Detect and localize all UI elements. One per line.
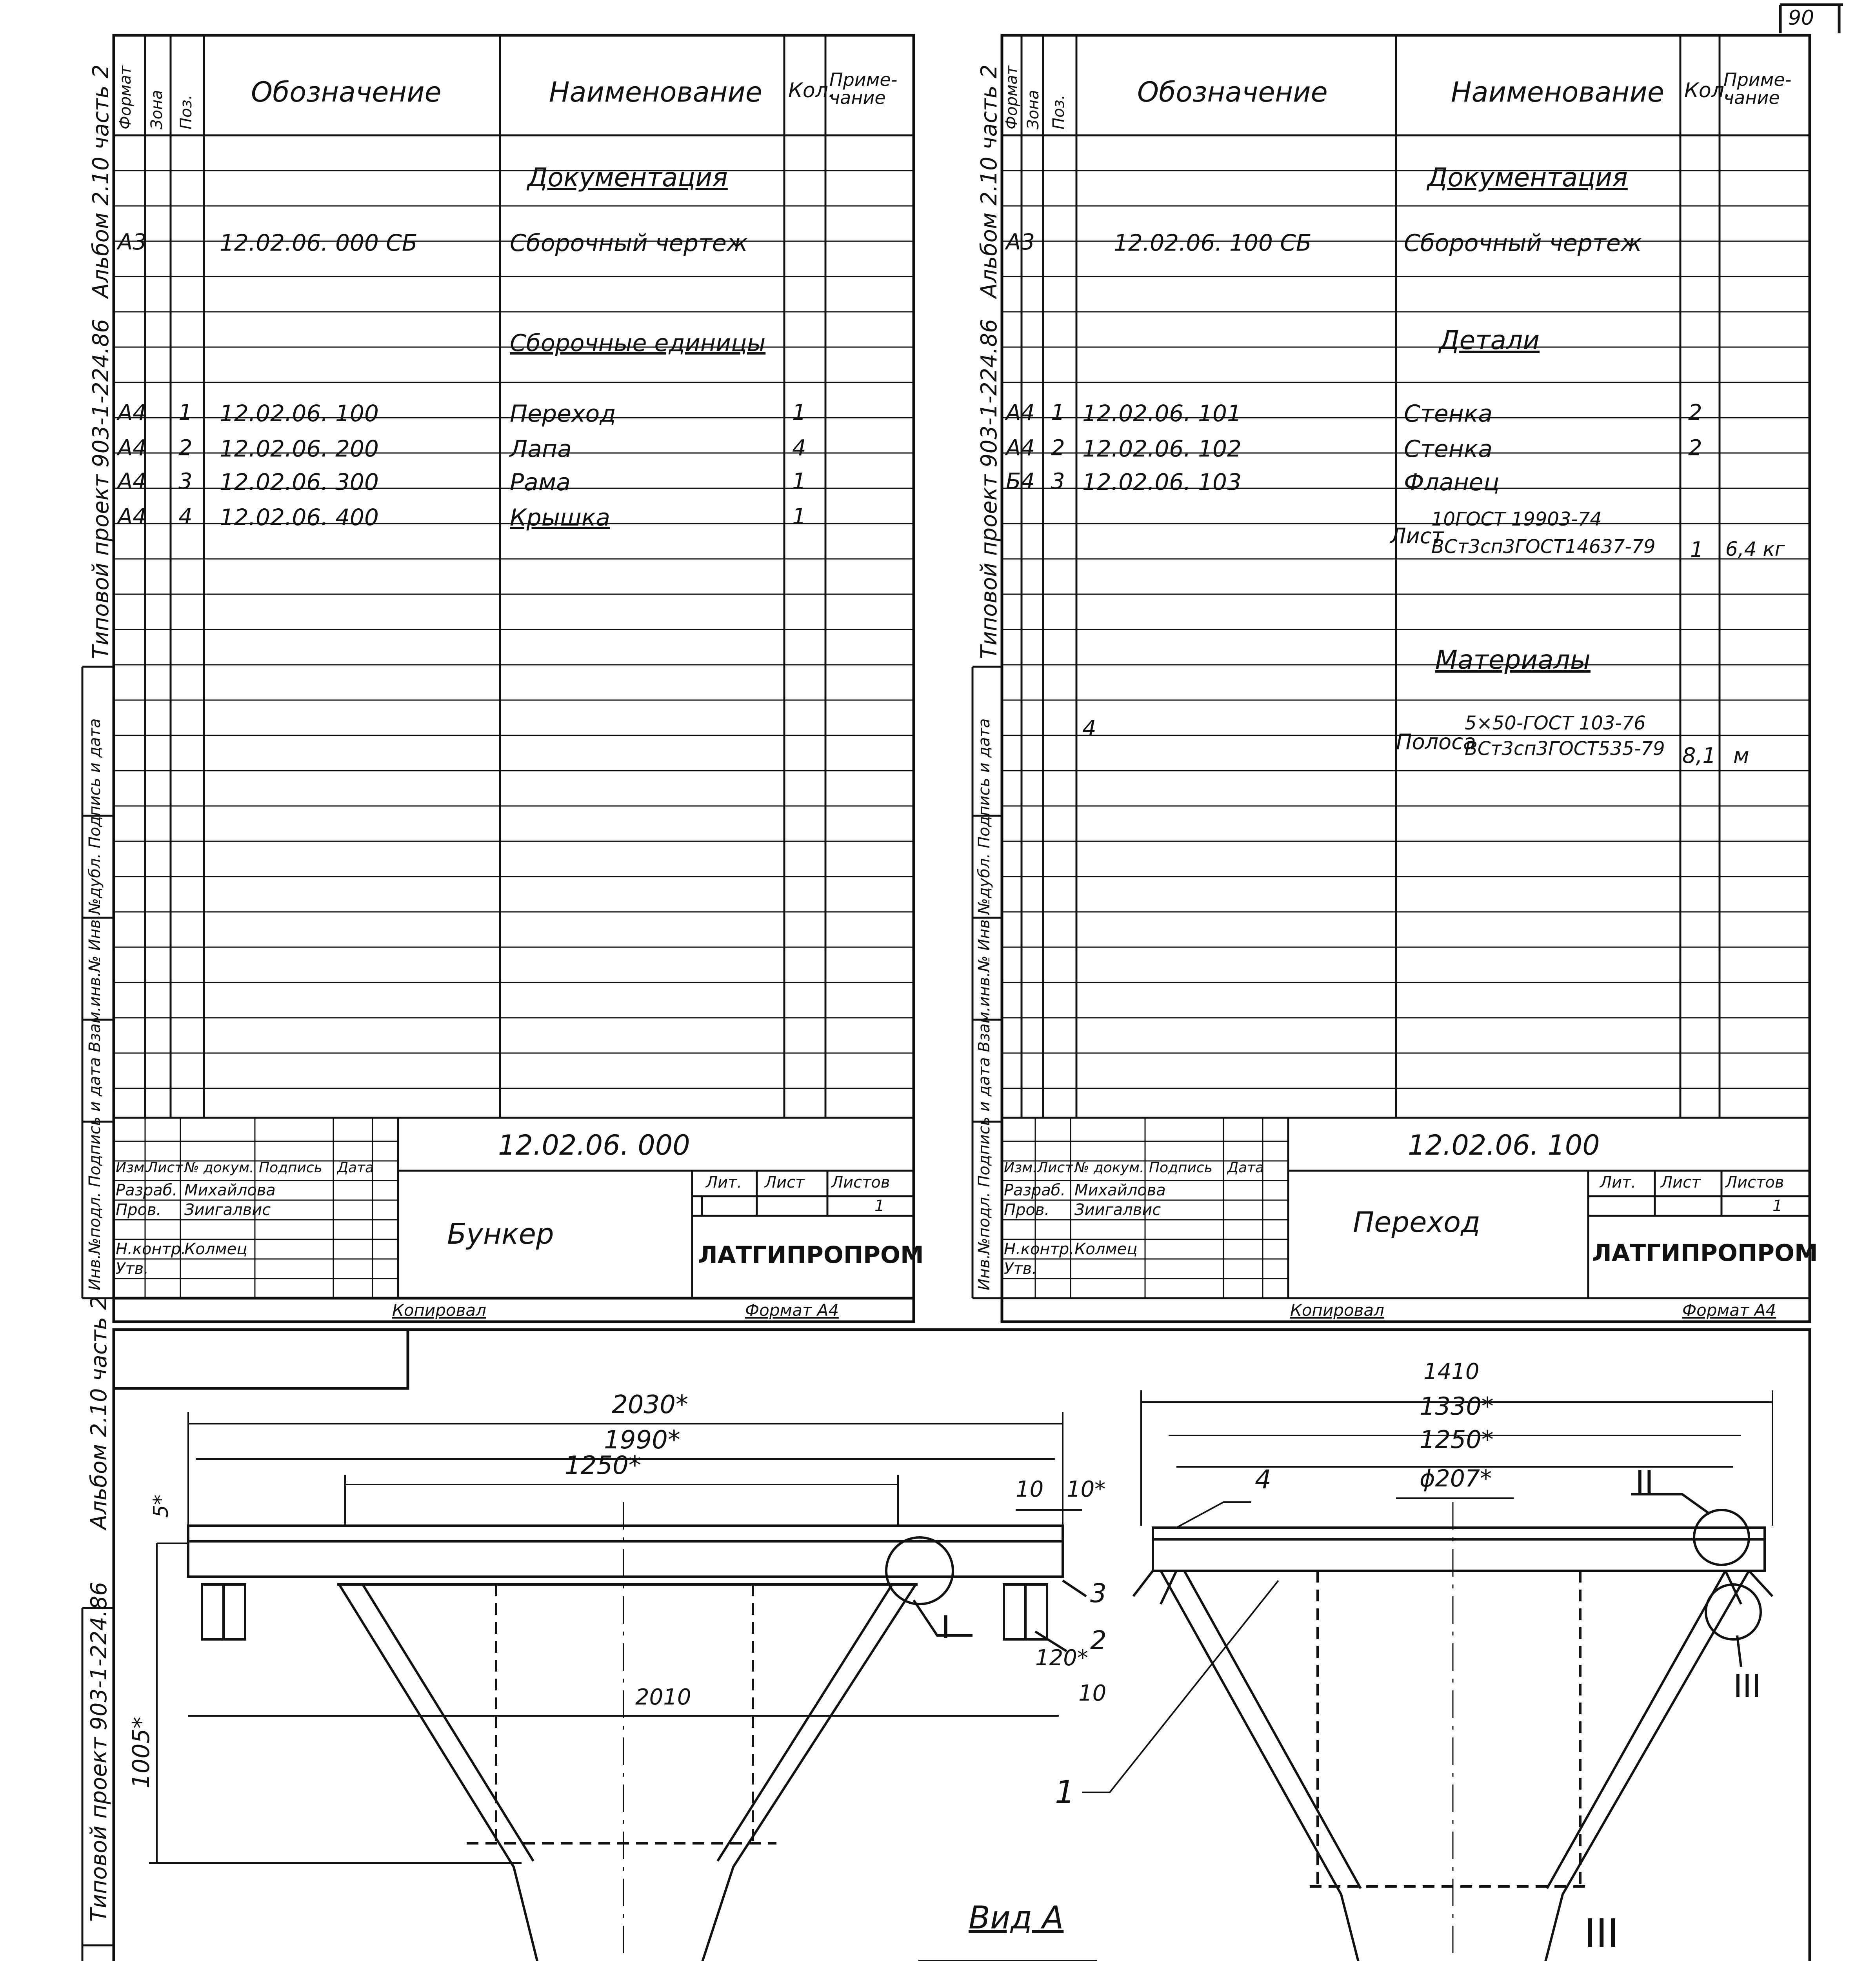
left-row4-qty: 1 [792, 504, 806, 529]
side-project-bottom: Типовой проект 903-1-224.86 [86, 1582, 112, 1922]
right-sec-materials: Материалы [1435, 645, 1591, 675]
tl-lit: Лит. [706, 1173, 742, 1192]
dim-207: ϕ207* [1420, 1465, 1492, 1492]
tl-sheets: Листов [831, 1173, 890, 1192]
tr-h-izm: Изм. [1004, 1160, 1037, 1176]
tr-copied: Копировал [1290, 1301, 1384, 1320]
view-A-label: Вид А [969, 1899, 1064, 1936]
dim-5: 5* [149, 1494, 173, 1518]
tr-lit: Лит. [1600, 1173, 1636, 1192]
right-row2-name: Стенка [1404, 435, 1492, 463]
strip-note: м [1733, 743, 1749, 768]
right-row3-designation: 12.02.06. 103 [1082, 469, 1242, 495]
pos-4: 4 [1255, 1464, 1271, 1495]
dim-1250b: 1250* [1420, 1425, 1494, 1454]
left-doc-format: А3 [118, 229, 147, 255]
tl-h-izm: Изм. [116, 1160, 149, 1176]
left-row2-format: А4 [118, 435, 147, 461]
right-sec-doc: Документация [1427, 162, 1628, 193]
dim-1250: 1250* [565, 1451, 641, 1480]
pos-3: 3 [1090, 1578, 1107, 1608]
tr-utv: Утв. [1004, 1260, 1037, 1278]
left-row1-qty: 1 [792, 400, 806, 426]
right-row3-name: Фланец [1404, 469, 1500, 496]
side-album-top: Альбом 2.10 часть 2 [88, 64, 114, 298]
side-album-bottom: Альбом 2.10 часть 2 [86, 1296, 112, 1530]
left-row4-format: А4 [118, 504, 147, 529]
left-row1-pos: 1 [178, 400, 193, 426]
left-row2-qty: 4 [792, 435, 806, 461]
dim-2010: 2010 [635, 1684, 691, 1710]
hdr-zone: Зона [148, 90, 166, 129]
hdr-name-r: Наименование [1451, 76, 1664, 108]
hdr-format: Формат [116, 65, 135, 129]
section-III: III [1733, 1668, 1761, 1705]
strip-prefix: Полоса [1396, 729, 1476, 754]
pos-1: 1 [1055, 1774, 1075, 1810]
tr-h-doc: № докум. [1074, 1160, 1144, 1176]
left-row4-designation: 12.02.06. 400 [220, 504, 379, 531]
strip-qty: 8,1 [1682, 743, 1716, 768]
left-row1-name: Переход [510, 400, 616, 427]
tl-org: ЛАТГИПРОПРОМ [698, 1241, 924, 1269]
tr-format: Формат А4 [1682, 1301, 1776, 1320]
tl-nkontr-name: Колмец [184, 1240, 247, 1258]
hdr-designation: Обозначение [251, 76, 442, 108]
tl-prov: Пров. [116, 1201, 162, 1219]
left-row3-qty: 1 [792, 469, 806, 494]
tl-nkontr: Н.контр. [116, 1240, 186, 1258]
dim-10a: 10 [1016, 1477, 1044, 1502]
hdr-pos: Поз. [177, 95, 195, 129]
section-I: I [941, 1609, 951, 1646]
tr-prov: Пров. [1004, 1201, 1050, 1219]
tr-code: 12.02.06. 100 [1408, 1129, 1600, 1161]
left-row2-pos: 2 [178, 435, 193, 461]
tl-h-sign: Подпись [259, 1160, 322, 1176]
tr-razrab: Разраб. [1004, 1181, 1066, 1199]
hdr-name: Наименование [549, 76, 762, 108]
tl-format: Формат А4 [745, 1301, 839, 1320]
tr-nkontr-name: Колмец [1074, 1240, 1138, 1258]
tr-org: ЛАТГИПРОПРОМ [1592, 1239, 1818, 1267]
right-row1-pos: 1 [1051, 400, 1065, 426]
tr-name: Переход [1353, 1206, 1480, 1239]
side-project-top: Типовой проект 903-1-224.86 [88, 319, 114, 659]
tr-h-date: Дата [1227, 1160, 1264, 1176]
section-II: II [1635, 1464, 1654, 1501]
left-row4-pos: 4 [178, 504, 193, 529]
right-row3-format: Б4 [1006, 469, 1035, 494]
right-doc-format: А3 [1006, 229, 1035, 255]
left-sec-doc: Документация [527, 162, 728, 193]
tl-copied: Копировал [392, 1301, 486, 1320]
hdr-qty-r: Кол. [1684, 79, 1731, 102]
left-row1-designation: 12.02.06. 100 [220, 400, 379, 427]
dim-1410: 1410 [1423, 1359, 1480, 1384]
hdr-note-r: Приме-чание [1723, 69, 1792, 108]
left-row3-designation: 12.02.06. 300 [220, 469, 379, 495]
dim-1330: 1330* [1420, 1392, 1494, 1421]
sheet-qty: 1 [1690, 537, 1704, 562]
tl-sheets-n: 1 [874, 1197, 885, 1215]
detail-III-label: III [1584, 1910, 1619, 1956]
stamp-strip-right: Инв.№подл. Подпись и дата Взам.инв.№ Инв.№дубл. Подпись и дата [975, 718, 993, 1290]
sheet-gost-top: 10ГОСТ 19903-74 [1431, 508, 1602, 530]
sheet-prefix: Лист [1390, 524, 1444, 548]
pos-2: 2 [1090, 1625, 1107, 1655]
tl-razrab: Разраб. [116, 1181, 178, 1199]
left-row4-name: Крышка [510, 504, 610, 531]
tr-sheets-n: 1 [1772, 1197, 1783, 1215]
left-row2-designation: 12.02.06. 200 [220, 435, 379, 462]
left-row3-name: Рама [510, 469, 571, 496]
right-row2-pos: 2 [1051, 435, 1065, 461]
tl-name: Бункер [447, 1217, 554, 1250]
left-doc-designation: 12.02.06. 000 СБ [220, 229, 418, 256]
right-row1-designation: 12.02.06. 101 [1082, 400, 1242, 427]
dim-10c: 10 [1078, 1681, 1107, 1706]
hdr-qty: Кол. [788, 79, 835, 102]
strip-gost-bottom: ВСт3сп3ГОСТ535-79 [1465, 738, 1665, 760]
right-doc-name: Сборочный чертеж [1404, 229, 1642, 257]
right-row1-format: А4 [1006, 400, 1035, 426]
dim-120: 120* [1035, 1645, 1088, 1671]
tr-sheet: Лист [1661, 1173, 1701, 1192]
tl-h-list: Лист [147, 1160, 183, 1176]
tl-utv: Утв. [116, 1260, 149, 1278]
tl-sheet: Лист [765, 1173, 805, 1192]
right-doc-designation: 12.02.06. 100 СБ [1114, 229, 1312, 256]
sheet-note: 6,4 кг [1725, 538, 1785, 560]
right-row3-pos: 3 [1051, 469, 1065, 494]
right-sec-parts: Детали [1439, 325, 1540, 355]
left-sec-units: Сборочные единицы [510, 329, 766, 357]
hdr-designation-r: Обозначение [1137, 76, 1328, 108]
dim-2030: 2030* [612, 1390, 688, 1419]
tr-h-sign: Подпись [1149, 1160, 1212, 1176]
tr-prov-name: Зиигалвис [1074, 1201, 1161, 1219]
right-row1-qty: 2 [1688, 400, 1702, 426]
hdr-note: Приме-чание [829, 69, 898, 108]
right-row2-format: А4 [1006, 435, 1035, 461]
tr-sheets: Листов [1725, 1173, 1784, 1192]
left-row3-pos: 3 [178, 469, 193, 494]
dim-1005: 1005* [127, 1717, 155, 1788]
hdr-pos-r: Поз. [1050, 95, 1068, 129]
tr-h-list: Лист [1037, 1160, 1073, 1176]
tl-prov-name: Зиигалвис [184, 1201, 271, 1219]
left-doc-name: Сборочный чертеж [510, 229, 748, 257]
left-row3-format: А4 [118, 469, 147, 494]
right-row2-qty: 2 [1688, 435, 1702, 461]
side-album-top-right: Альбом 2.10 часть 2 [976, 64, 1002, 298]
strip-pos: 4 [1082, 716, 1096, 741]
strip-gost-top: 5×50-ГОСТ 103-76 [1465, 712, 1646, 734]
tr-razrab-name: Михайлова [1074, 1181, 1166, 1199]
right-row2-designation: 12.02.06. 102 [1082, 435, 1242, 462]
left-row1-format: А4 [118, 400, 147, 426]
stamp-strip-left: Инв.№подл. Подпись и дата Взам.инв.№ Инв.№дубл. Подпись и дата [86, 718, 104, 1290]
hdr-format-r: Формат [1003, 65, 1021, 129]
hdr-zone-r: Зона [1024, 90, 1042, 129]
tr-nkontr: Н.контр. [1004, 1240, 1074, 1258]
tl-h-doc: № докум. [184, 1160, 254, 1176]
page-number: 90 [1788, 6, 1814, 30]
tl-code: 12.02.06. 000 [498, 1129, 690, 1161]
dim-10b: 10* [1067, 1477, 1106, 1502]
side-project-top-right: Типовой проект 903-1-224.86 [976, 319, 1002, 659]
dim-1990: 1990* [604, 1426, 680, 1455]
tl-razrab-name: Михайлова [184, 1181, 276, 1199]
sheet-gost-bottom: ВСт3сп3ГОСТ14637-79 [1431, 536, 1656, 558]
left-row2-name: Лапа [510, 435, 572, 463]
tl-h-date: Дата [337, 1160, 374, 1176]
right-row1-name: Стенка [1404, 400, 1492, 427]
